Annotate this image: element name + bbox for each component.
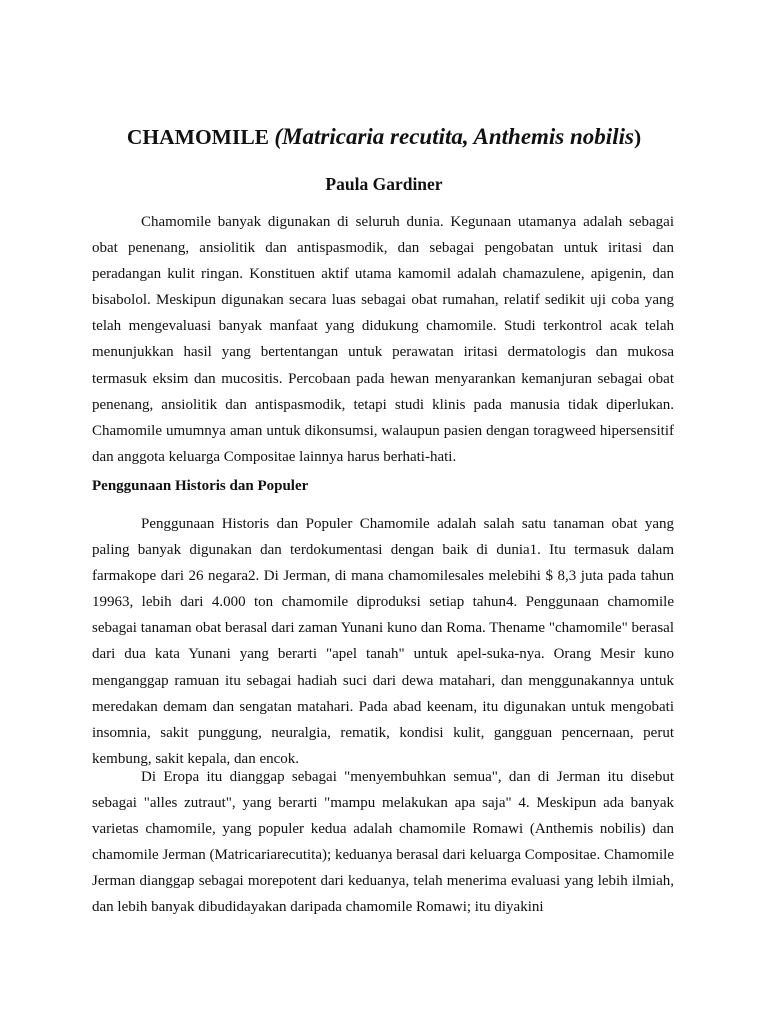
section-heading: Penggunaan Historis dan Populer [92, 478, 309, 494]
paragraph-europe: Di Eropa itu dianggap sebagai "menyembuhkan semua", dan di Jerman itu disebut sebagai "alles zutraut", yang berarti "mampu melakukan apa saja" 4. Meskipun ada banyak varietas chamomile, yang populer kedua adalah chamomile Romawi (Anthemis nobilis) dan chamomile Jerman (Matricariarecutita); keduanya berasal dari keluarga Compositae. Chamomile Jerman dianggap sebagai morepotent dari keduanya, telah menerima evaluasi yang lebih ilmiah, dan lebih banyak dibudidayakan daripada chamomile Romawi; itu diyakini [92, 769, 674, 916]
document-title [0, 124, 768, 150]
title-close-paren: ) [633, 125, 642, 149]
title-main: CHAMOMILE [126, 125, 270, 149]
author-name: Paula Gardiner [325, 174, 443, 194]
paragraph-history: Penggunaan Historis dan Populer Chamomile adalah salah satu tanaman obat yang paling banyak digunakan dan terdokumentasi dengan baik di dunia1. Itu termasuk dalam farmakope dari 26 negara2. Di Jerman, di mana chamomilesales melebihi $ 8,3 juta pada tahun 19963, lebih dari 4.000 ton chamomile diproduksi setiap tahun4. Penggunaan chamomile sebagai tanaman obat berasal dari zaman Yunani kuno dan Roma. Thename "chamomile" berasal dari dua kata Yunani yang berarti "apel tanah" untuk apel-suka-nya. Orang Mesir kuno menganggap ramuan itu sebagai hadiah suci dari dewa matahari, dan menggunakannya untuk meredakan demam dan sengatan matahari. Pada abad keenam, itu digunakan untuk mengobati insomnia, sakit punggung, neuralgia, rematik, kondisi kulit, gangguan pencernaan, perut kembung, sakit kepala, dan encok. [92, 516, 674, 767]
paragraph-abstract: Chamomile banyak digunakan di seluruh dunia. Kegunaan utamanya adalah sebagai obat penenang, ansiolitik dan antispasmodik, dan sebagai pengobatan untuk iritasi dan peradangan kulit ringan. Konstituen aktif utama kamomil adalah chamazulene, apigenin, dan bisabolol. Meskipun digunakan secara luas sebagai obat rumahan, relatif sedikit uji coba yang telah mengevaluasi banyak manfaat yang didukung chamomile. Studi terkontrol acak telah menunjukkan hasil yang bertentangan untuk perawatan iritasi dermatologis dan mukosa termasuk eksim dan mucositis. Percobaan pada hewan menyarankan kemanjuran sebagai obat penenang, ansiolitik dan antispasmodik, tetapi studi klinis pada manusia tidak diperlukan. Chamomile umumnya aman untuk dikonsumsi, walaupun pasien dengan toragweed hipersensitif dan anggota keluarga Compositae lainnya harus berhati-hati. [92, 214, 674, 465]
title-latin-names: (Matricaria recutita, Anthemis nobilis [274, 124, 634, 149]
